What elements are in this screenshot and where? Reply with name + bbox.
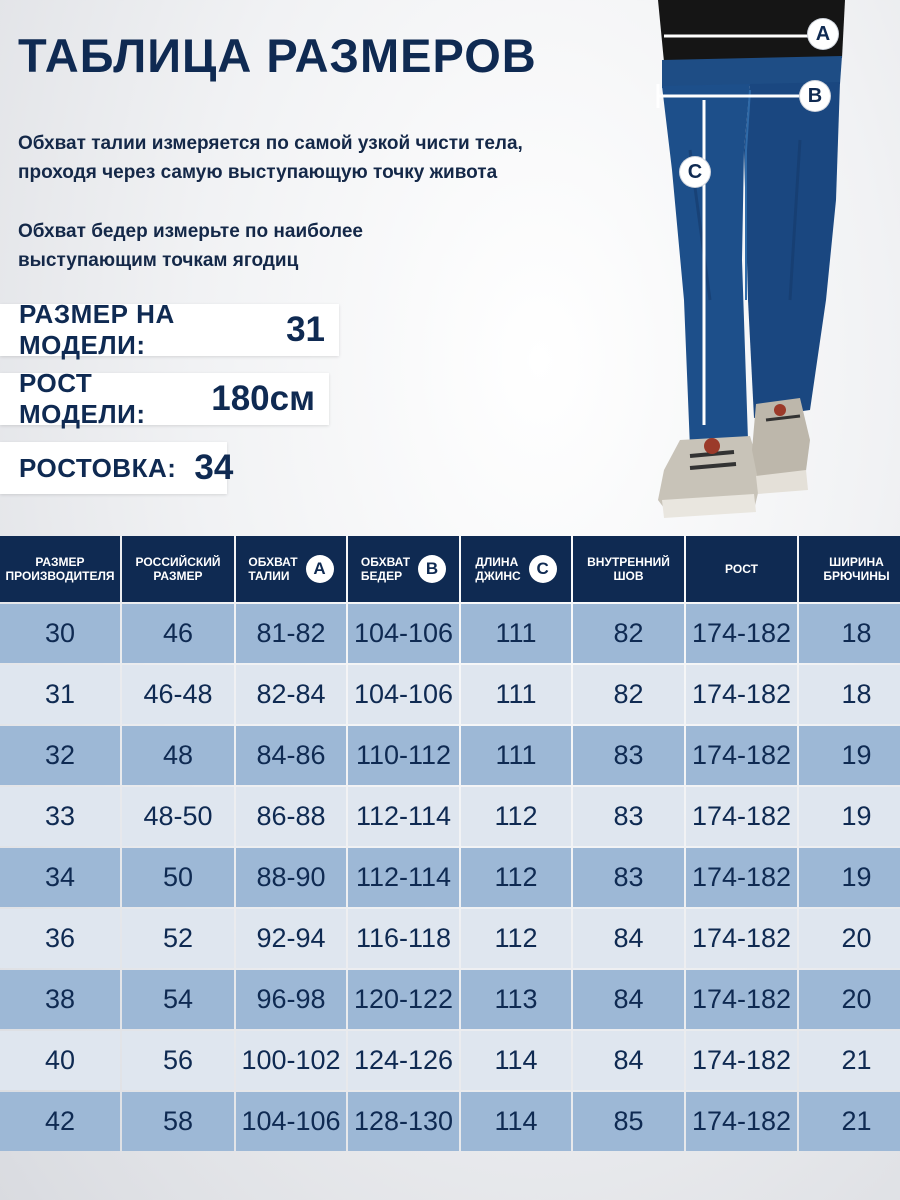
table-cell: 34 bbox=[0, 848, 120, 907]
table-cell: 114 bbox=[461, 1092, 571, 1151]
table-cell: 82-84 bbox=[236, 665, 346, 724]
table-cell: 83 bbox=[573, 787, 684, 846]
table-cell: 116-118 bbox=[348, 909, 459, 968]
table-cell: 128-130 bbox=[348, 1092, 459, 1151]
model-size-badge bbox=[0, 299, 339, 360]
table-cell: 38 bbox=[0, 970, 120, 1029]
marker-c-icon: C bbox=[529, 555, 557, 583]
model-height-value: 180см bbox=[211, 379, 315, 418]
page-title: ТАБЛИЦА РАЗМЕРОВ bbox=[18, 29, 537, 82]
table-cell: 112-114 bbox=[348, 787, 459, 846]
model-height-label: РОСТ МОДЕЛИ: bbox=[19, 368, 146, 429]
table-cell: 52 bbox=[122, 909, 234, 968]
column-header bbox=[122, 536, 234, 602]
table-cell: 32 bbox=[0, 726, 120, 785]
column-header-label bbox=[248, 555, 297, 583]
model-height-badge bbox=[0, 368, 329, 429]
column-header-line: БРЮЧИНЫ bbox=[823, 569, 890, 583]
table-cell: 174-182 bbox=[686, 604, 797, 663]
table-cell: 174-182 bbox=[686, 1092, 797, 1151]
table-cell: 124-126 bbox=[348, 1031, 459, 1090]
table-cell: 114 bbox=[461, 1031, 571, 1090]
table-cell: 82 bbox=[573, 604, 684, 663]
table-cell: 174-182 bbox=[686, 848, 797, 907]
column-header-label bbox=[5, 555, 114, 583]
column-header bbox=[573, 536, 684, 602]
column-header bbox=[461, 536, 571, 602]
column-header-line: РАЗМЕР bbox=[153, 569, 203, 583]
table-cell: 113 bbox=[461, 970, 571, 1029]
table-cell: 174-182 bbox=[686, 787, 797, 846]
column-header-line: ДЖИНС bbox=[475, 569, 521, 583]
column-header bbox=[236, 536, 346, 602]
table-cell: 112 bbox=[461, 848, 571, 907]
table-cell: 82 bbox=[573, 665, 684, 724]
column-header-line: РОССИЙСКИЙ bbox=[135, 555, 221, 569]
table-cell: 33 bbox=[0, 787, 120, 846]
table-cell: 174-182 bbox=[686, 1031, 797, 1090]
table-cell: 21 bbox=[799, 1031, 900, 1090]
column-header-label bbox=[361, 555, 410, 583]
table-cell: 31 bbox=[0, 665, 120, 724]
table-cell: 46 bbox=[122, 604, 234, 663]
table-cell: 56 bbox=[122, 1031, 234, 1090]
marker-c-icon: C bbox=[680, 157, 710, 187]
table-cell: 104-106 bbox=[348, 604, 459, 663]
model-size-value: 31 bbox=[286, 310, 325, 349]
column-header-label bbox=[475, 555, 520, 583]
table-cell: 21 bbox=[799, 1092, 900, 1151]
jeans-illustration bbox=[650, 0, 900, 525]
hip-note-line: выступающим точкам ягодиц bbox=[18, 250, 299, 271]
table-cell: 92-94 bbox=[236, 909, 346, 968]
column-header-line: ДЛИНА bbox=[475, 555, 519, 569]
column-header-line: РАЗМЕР bbox=[35, 555, 85, 569]
rostovka-badge bbox=[0, 442, 234, 494]
column-header-line: ОБХВАТ bbox=[360, 555, 411, 569]
table-cell: 100-102 bbox=[236, 1031, 346, 1090]
table-cell: 111 bbox=[461, 726, 571, 785]
table-cell: 18 bbox=[799, 604, 900, 663]
table-cell: 96-98 bbox=[236, 970, 346, 1029]
model-figure bbox=[650, 0, 900, 525]
column-header-line: ШОВ bbox=[613, 569, 644, 583]
column-header-line: ТАЛИИ bbox=[248, 569, 290, 583]
table-cell: 84 bbox=[573, 1031, 684, 1090]
table-cell: 110-112 bbox=[348, 726, 459, 785]
rostovka-value: 34 bbox=[194, 448, 234, 487]
table-cell: 112 bbox=[461, 909, 571, 968]
column-header-label bbox=[587, 555, 670, 583]
table-cell: 83 bbox=[573, 848, 684, 907]
marker-b-icon: B bbox=[418, 555, 446, 583]
column-header-line: РОСТ bbox=[725, 562, 758, 576]
table-cell: 120-122 bbox=[348, 970, 459, 1029]
table-cell: 174-182 bbox=[686, 665, 797, 724]
table-cell: 111 bbox=[461, 604, 571, 663]
waist-note bbox=[18, 129, 523, 187]
column-header-line: ПРОИЗВОДИТЕЛЯ bbox=[5, 569, 115, 583]
marker-b-icon: B bbox=[800, 81, 830, 111]
column-header-label bbox=[823, 555, 889, 583]
table-cell: 46-48 bbox=[122, 665, 234, 724]
table-cell: 48 bbox=[122, 726, 234, 785]
table-cell: 112-114 bbox=[348, 848, 459, 907]
waist-note-line: Обхват талии измеряется по самой узкой чисти тела, bbox=[18, 133, 523, 154]
column-header-line: БЕДЕР bbox=[360, 569, 403, 583]
marker-a-icon: A bbox=[808, 19, 838, 49]
table-cell: 83 bbox=[573, 726, 684, 785]
table-cell: 19 bbox=[799, 787, 900, 846]
table-cell: 42 bbox=[0, 1092, 120, 1151]
table-cell: 104-106 bbox=[348, 665, 459, 724]
table-cell: 84 bbox=[573, 909, 684, 968]
hip-note-line: Обхват бедер измерьте по наиболее bbox=[18, 221, 363, 242]
table-cell: 174-182 bbox=[686, 909, 797, 968]
table-cell: 84-86 bbox=[236, 726, 346, 785]
table-cell: 40 bbox=[0, 1031, 120, 1090]
table-cell: 112 bbox=[461, 787, 571, 846]
table-cell: 48-50 bbox=[122, 787, 234, 846]
column-header-line: ШИРИНА bbox=[829, 555, 884, 569]
table-cell: 58 bbox=[122, 1092, 234, 1151]
table-cell: 19 bbox=[799, 726, 900, 785]
column-header bbox=[799, 536, 900, 602]
table-cell: 20 bbox=[799, 970, 900, 1029]
table-cell: 174-182 bbox=[686, 970, 797, 1029]
column-header-label bbox=[725, 562, 758, 576]
waist-note-line: проходя через самую выступающую точку живота bbox=[18, 162, 498, 183]
column-header-label bbox=[135, 555, 220, 583]
column-header bbox=[686, 536, 797, 602]
table-cell: 85 bbox=[573, 1092, 684, 1151]
table-cell: 104-106 bbox=[236, 1092, 346, 1151]
column-header-line: ВНУТРЕННИЙ bbox=[587, 555, 670, 569]
table-cell: 20 bbox=[799, 909, 900, 968]
table-cell: 36 bbox=[0, 909, 120, 968]
table-cell: 86-88 bbox=[236, 787, 346, 846]
size-table bbox=[0, 536, 900, 1151]
table-cell: 50 bbox=[122, 848, 234, 907]
table-cell: 81-82 bbox=[236, 604, 346, 663]
table-cell: 88-90 bbox=[236, 848, 346, 907]
table-cell: 18 bbox=[799, 665, 900, 724]
column-header bbox=[0, 536, 120, 602]
column-header bbox=[348, 536, 459, 602]
model-size-label: РАЗМЕР НА МОДЕЛИ: bbox=[19, 299, 175, 360]
table-cell: 174-182 bbox=[686, 726, 797, 785]
table-cell: 19 bbox=[799, 848, 900, 907]
marker-a-icon: A bbox=[306, 555, 334, 583]
table-cell: 54 bbox=[122, 970, 234, 1029]
hip-note bbox=[18, 217, 363, 275]
column-header-line: ОБХВАТ bbox=[248, 555, 298, 569]
table-cell: 84 bbox=[573, 970, 684, 1029]
table-cell: 30 bbox=[0, 604, 120, 663]
table-cell: 111 bbox=[461, 665, 571, 724]
rostovka-label: РОСТОВКА: bbox=[19, 452, 177, 483]
